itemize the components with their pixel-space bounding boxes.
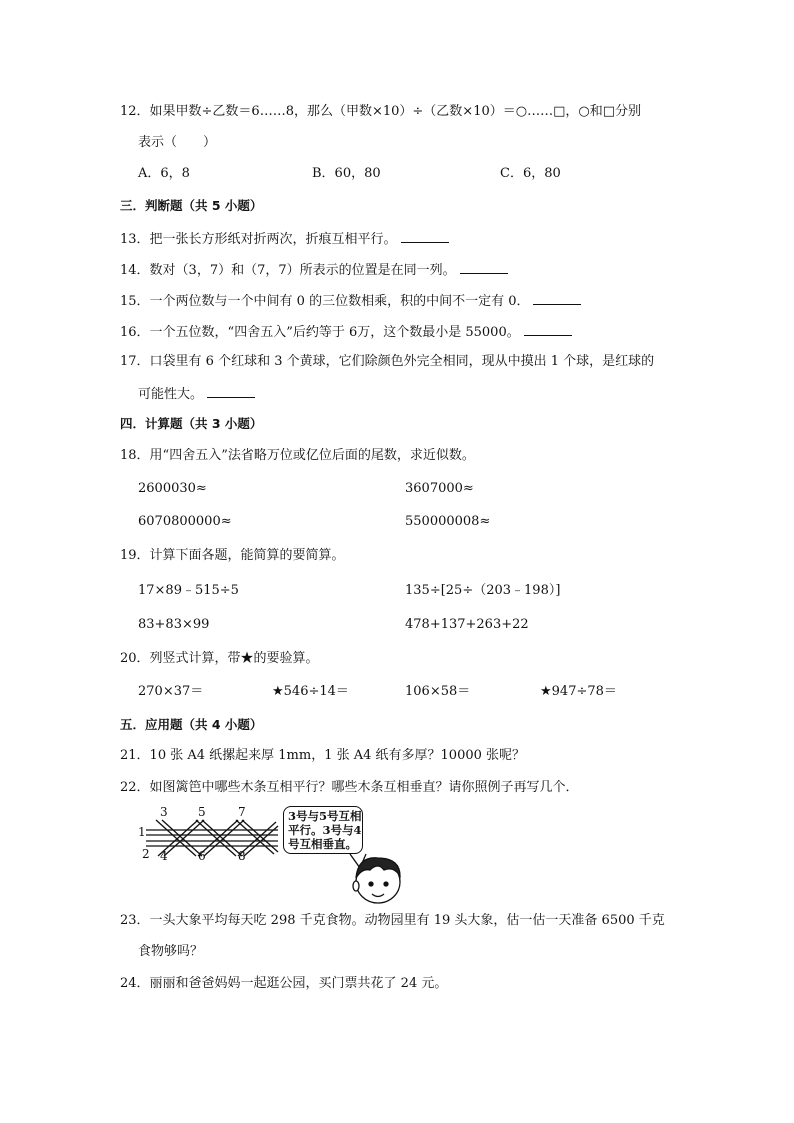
- q16-answer-blank[interactable]: [524, 323, 572, 336]
- q17-answer-blank[interactable]: [207, 385, 255, 398]
- q15: [120, 292, 581, 310]
- q19-item-1: 17×89﹣515÷5: [138, 583, 239, 598]
- q14-answer-blank[interactable]: [460, 261, 508, 274]
- q14-text: 14．数对（3，7）和（7，7）所表示的位置是在同一列。: [120, 263, 456, 278]
- q13-answer-blank[interactable]: [401, 230, 449, 243]
- section-title-calculation: 四．计算题（共 3 小题）: [120, 416, 263, 431]
- q19-item-3: 83+83×99: [138, 617, 210, 632]
- q20-stem: 20．列竖式计算，带★的要验算。: [120, 651, 319, 666]
- q22-stem: 22．如图篱笆中哪些木条互相平行？哪些木条互相垂直？请你照例子再写几个．: [120, 780, 579, 795]
- q18-item-2: 3607000≈: [405, 481, 474, 496]
- q16: [120, 323, 572, 341]
- q12-option-c: C．6，80: [500, 166, 561, 181]
- q24: 24．丽丽和爸爸妈妈一起逛公园，买门票共花了 24 元。: [120, 976, 448, 991]
- fence-number-4: 4: [160, 849, 168, 863]
- fence-number-7: 7: [238, 805, 246, 819]
- q15-answer-blank[interactable]: [533, 292, 581, 305]
- q20-item-2: ★546÷14＝: [272, 684, 349, 699]
- speech-line-2: 平行。3号与4: [288, 823, 362, 837]
- section-title-judgement: 三．判断题（共 5 小题）: [120, 198, 263, 213]
- q18-item-1: 2600030≈: [138, 481, 207, 496]
- q18-item-3: 6070800000≈: [138, 514, 232, 529]
- q13-text: 13．把一张长方形纸对折两次，折痕互相平行。: [120, 232, 397, 247]
- q13: [120, 230, 449, 248]
- speech-line-1: 3号与5号互相: [288, 809, 362, 823]
- q20-item-3: 106×58＝: [405, 684, 471, 699]
- boy-face-icon: [353, 858, 400, 903]
- fence-number-5: 5: [198, 805, 206, 819]
- q16-text: 16．一个五位数，“四舍五入”后约等于 6万，这个数最小是 55000。: [120, 325, 520, 340]
- q18-stem: 18．用“四舍五入”法省略万位或亿位后面的尾数，求近似数。: [120, 448, 475, 463]
- q12-option-b: B．60，80: [312, 166, 381, 181]
- q18-item-4: 550000008≈: [405, 514, 491, 529]
- q14: [120, 261, 508, 279]
- q19-item-4: 478+137+263+22: [405, 617, 529, 632]
- q15-text: 15．一个两位数与一个中间有 0 的三位数相乘，积的中间不一定有 0．: [120, 294, 530, 309]
- speech-bubble: [283, 806, 363, 854]
- q17-line1: 17．口袋里有 6 个红球和 3 个黄球，它们除颜色外完全相同，现从中摸出 1 个球，是红球的: [120, 354, 655, 369]
- fence-number-3: 3: [160, 805, 168, 819]
- q17-text: 可能性大。: [138, 387, 204, 402]
- fence-number-6: 6: [198, 849, 206, 863]
- q23-line2: 食物够吗？: [138, 944, 204, 959]
- q12-option-a: A．6，8: [138, 166, 190, 181]
- q23-line1: 23．一头大象平均每天吃 298 千克食物。动物园里有 19 头大象，估一估一天准备 6500 千克: [120, 913, 665, 928]
- fence-figure: [138, 800, 418, 910]
- q12-line1: 12．如果甲数÷乙数＝6……8，那么（甲数×10）÷（乙数×10）＝○……□，○和□分别: [120, 104, 641, 119]
- q17-line2: [138, 385, 255, 403]
- fence-number-2: 2: [142, 847, 150, 861]
- speech-line-3: 号互相垂直。: [288, 837, 357, 851]
- q12-line2: 表示（ ）: [138, 135, 217, 150]
- q20-item-1: 270×37＝: [138, 684, 204, 699]
- q19-item-2: 135÷[25÷（203﹣198）]: [405, 583, 561, 598]
- section-title-application: 五．应用题（共 4 小题）: [120, 717, 263, 732]
- q19-stem: 19．计算下面各题，能简算的要简算。: [120, 548, 345, 563]
- fence-number-1: 1: [138, 825, 146, 839]
- fence-number-8: 8: [238, 849, 246, 863]
- q21: 21．10 张 A4 纸摞起来厚 1mm，1 张 A4 纸有多厚？10000 张呢？: [120, 748, 526, 763]
- q20-item-4: ★947÷78＝: [540, 684, 617, 699]
